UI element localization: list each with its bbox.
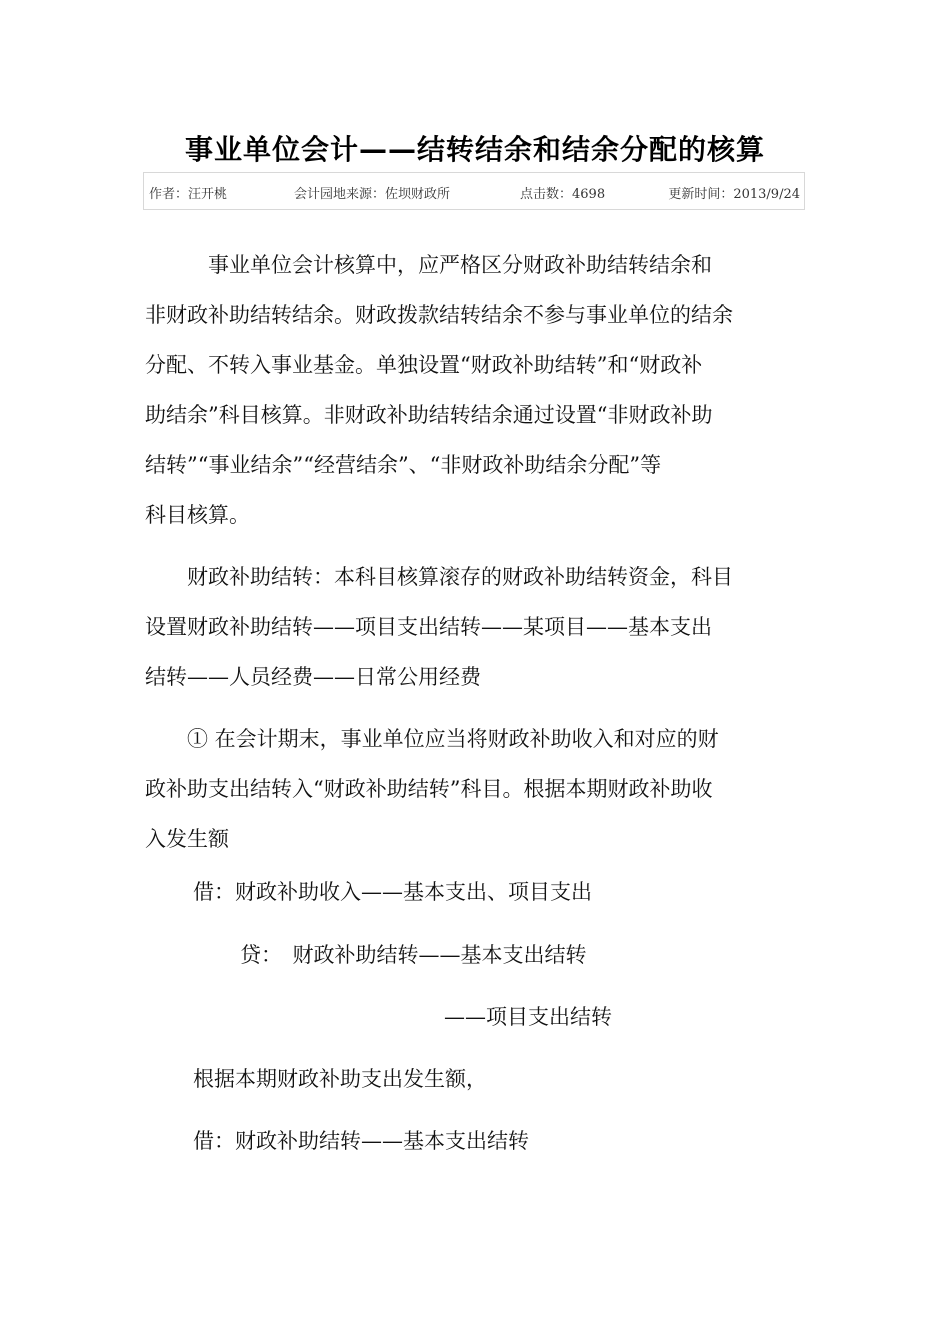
paragraph-line: 分配、不转入事业基金。单独设置“财政补助结转”和“财政补: [145, 353, 703, 377]
paragraph-fiscal-carryover: [145, 552, 810, 702]
paragraph-line: 助结余”科目核算。非财政补助结转结余通过设置“非财政补助: [145, 403, 713, 427]
paragraph-period-end: [145, 714, 810, 864]
paragraph-line: 事业单位会计核算中，应严格区分财政补助结转结余和: [145, 253, 712, 277]
article-meta-bar: [143, 172, 805, 210]
paragraph-line: 科目核算。: [145, 503, 250, 527]
paragraph-line: 设置财政补助结转——项目支出结转——某项目——基本支出: [145, 615, 712, 639]
meta-hit-count: 点击数：4698: [520, 187, 606, 202]
paragraph-line: 结转——人员经费——日常公用经费: [145, 665, 481, 689]
meta-source: 会计园地来源：佐坝财政所: [294, 187, 451, 202]
paragraph-line: 政补助支出结转入“财政补助结转”科目。根据本期财政补助收: [145, 777, 713, 801]
journal-entry-note: 根据本期财政补助支出发生额，: [193, 1067, 487, 1091]
paragraph-line: ① 在会计期末，事业单位应当将财政补助收入和对应的财: [145, 727, 719, 751]
document-body: [145, 240, 810, 864]
journal-entry-credit-1: 贷： 财政补助结转——基本支出结转: [240, 943, 587, 967]
paragraph-line: 财政补助结转：本科目核算滚存的财政补助结转资金，科目: [145, 565, 733, 589]
journal-entry-debit-2: 借：财政补助结转——基本支出结转: [193, 1129, 529, 1153]
journal-entry-debit-1: 借：财政补助收入——基本支出、项目支出: [193, 880, 592, 904]
journal-entry-credit-1-sub: ——项目支出结转: [444, 1005, 612, 1029]
paragraph-line: 非财政补助结转结余。财政拨款结转结余不参与事业单位的结余: [145, 303, 733, 327]
paragraph-line: 入发生额: [145, 827, 229, 851]
paragraph-intro: [145, 240, 810, 540]
meta-author: 作者：汪开桃: [149, 187, 228, 202]
document-title: 事业单位会计——结转结余和结余分配的核算: [184, 133, 765, 166]
meta-updated-time: 更新时间：2013/9/24: [668, 187, 800, 202]
paragraph-line: 结转”“事业结余”“经营结余”、“非财政补助结余分配”等: [145, 453, 662, 477]
